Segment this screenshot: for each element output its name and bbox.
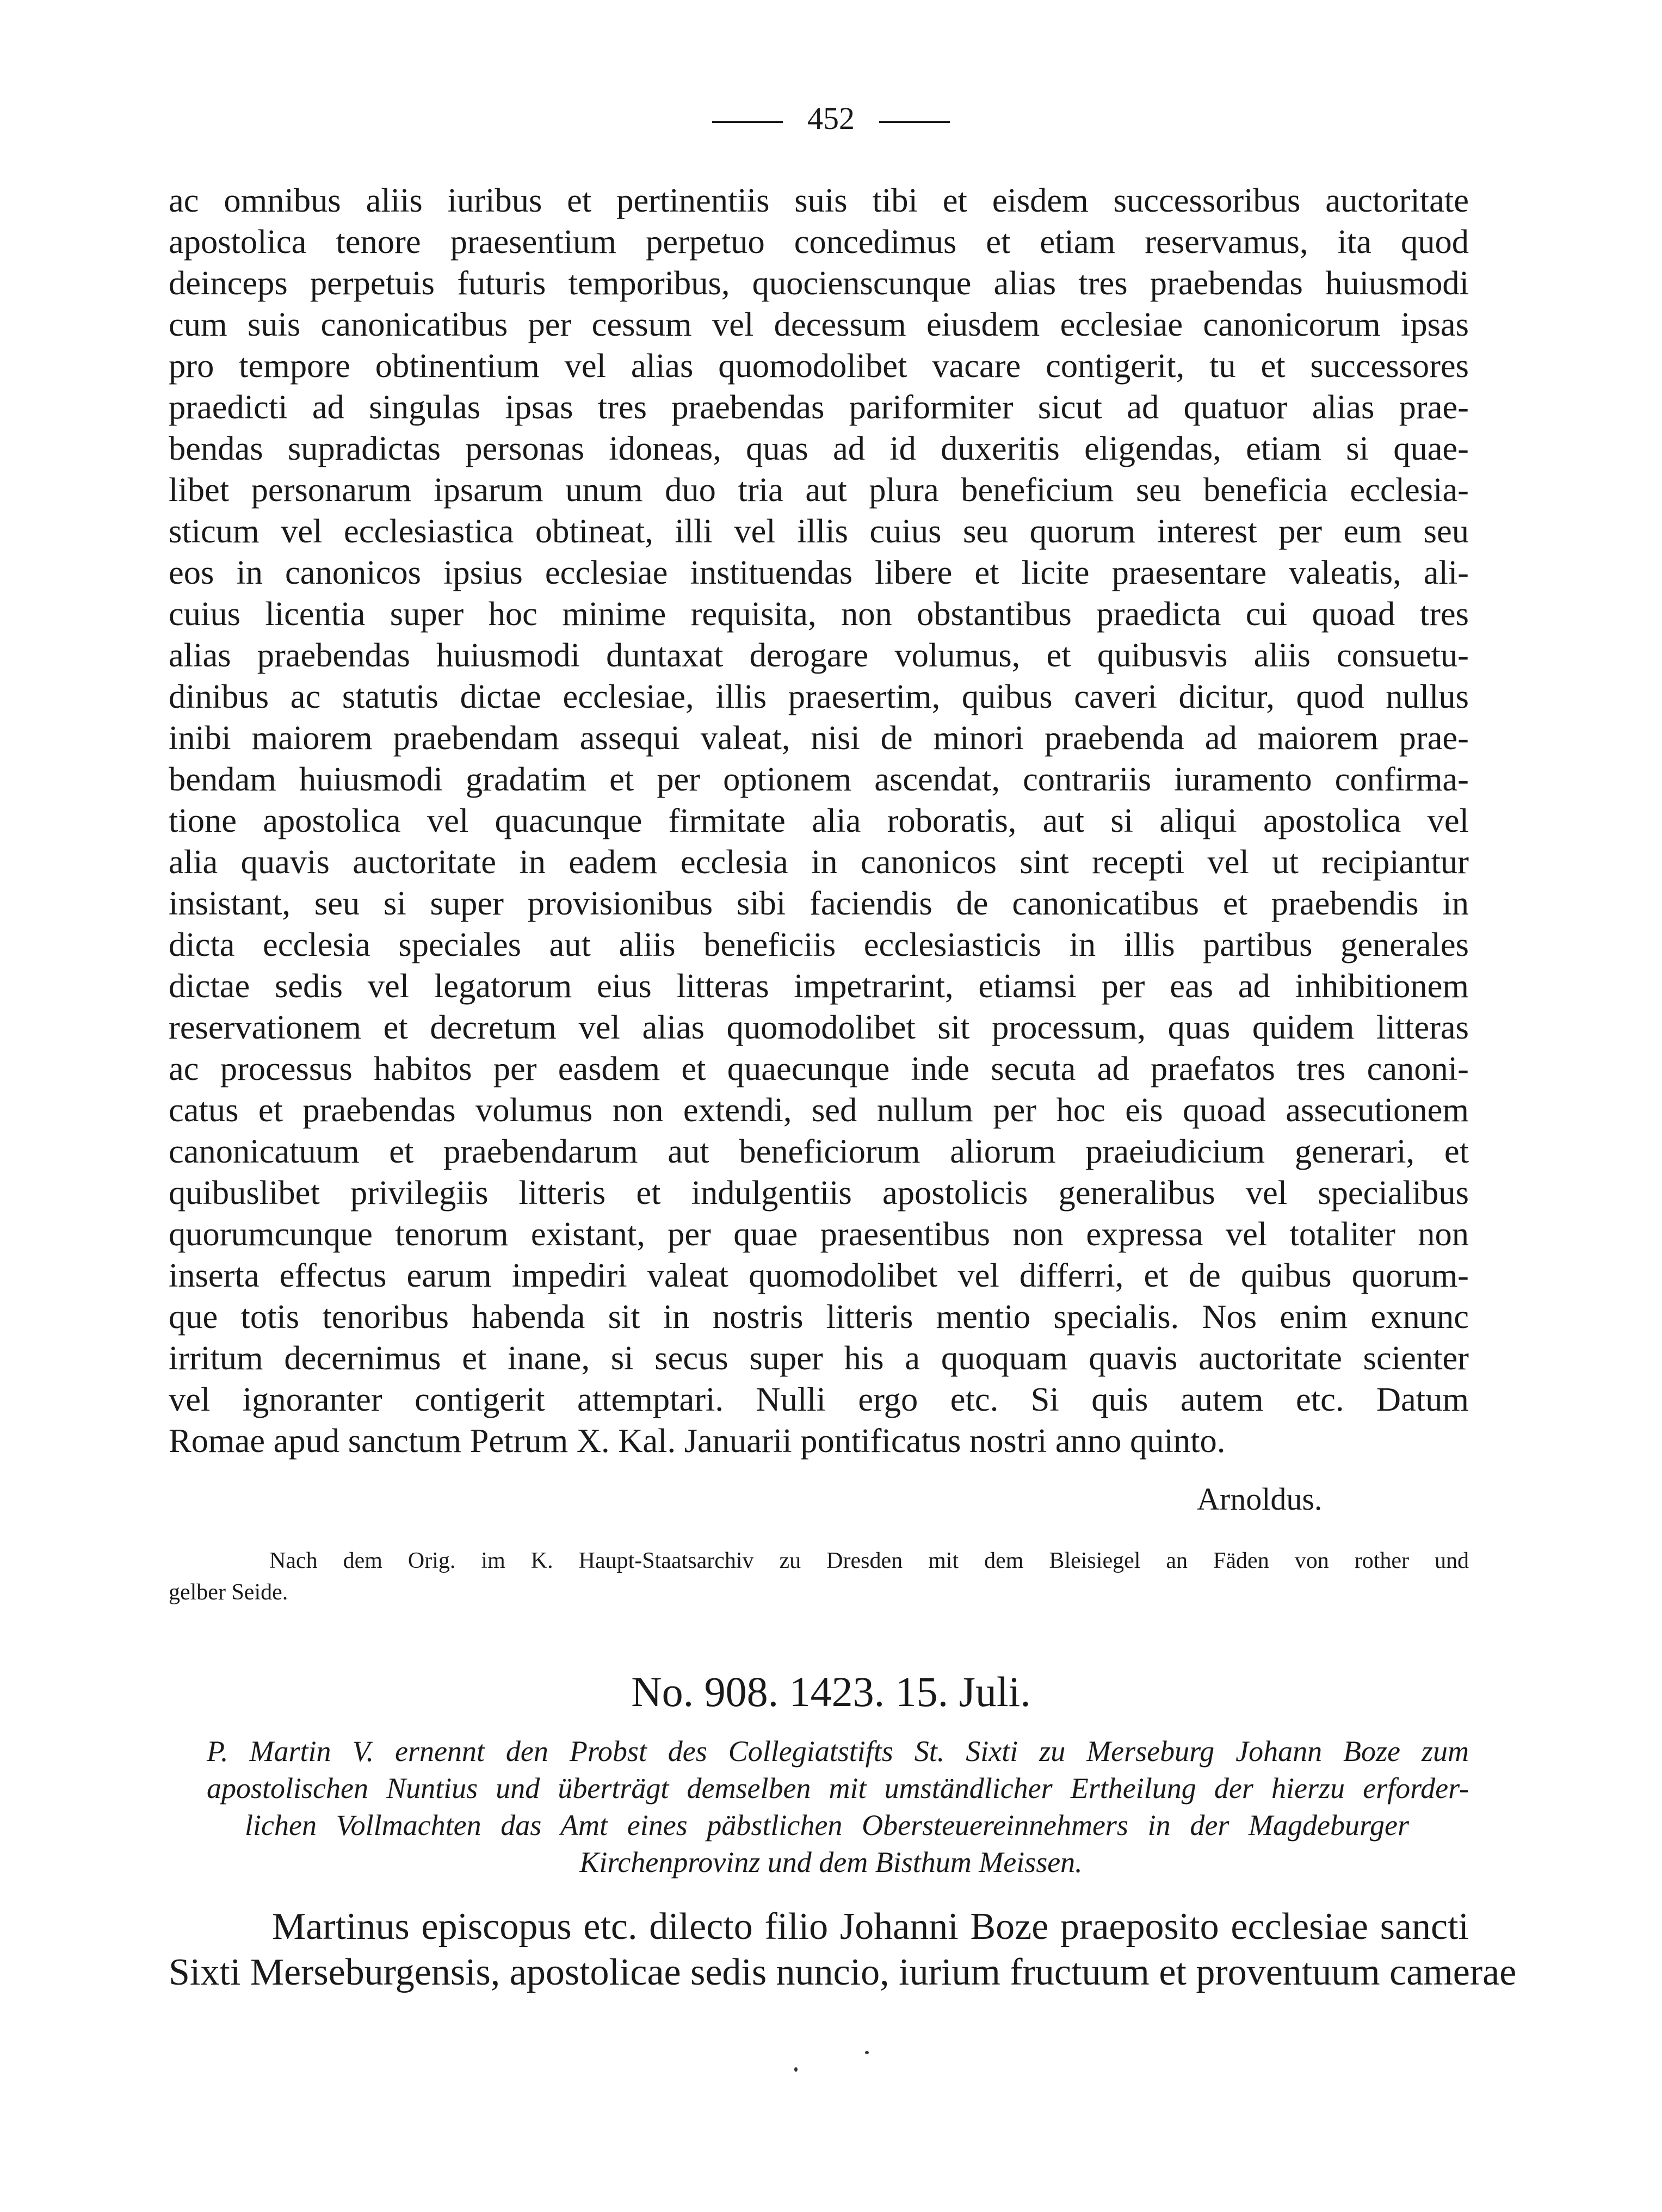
text-line: inserta effectus earum impediri valeat quomodolibet vel differri, et de quibus quorum- <box>169 1256 1469 1294</box>
text-line: Romae apud sanctum Petrum X. Kal. Januarii pontificatus nostri anno quinto. <box>169 1422 1226 1460</box>
text-line: quibuslibet privilegiis litteris et indulgentiis apostolicis generalibus vel specialibus <box>169 1173 1469 1212</box>
text-line: dictae sedis vel legatorum eius litteras impetrarint, etiamsi per eas ad inhibitionem <box>169 967 1469 1005</box>
regest-line: apostolischen Nuntius und überträgt demselben mit umständlicher Ertheilung der hierzu erforder- <box>207 1772 1469 1805</box>
text-line: tione apostolica vel quacunque firmitate alia roboratis, aut si aliqui apostolica vel <box>169 801 1469 839</box>
regest-line: Kirchenprovinz und dem Bisthum Meissen. <box>579 1846 1083 1879</box>
text-line: deinceps perpetuis futuris temporibus, quocienscunque alias tres praebendas huiusmodi <box>169 264 1469 302</box>
text-line: apostolica tenore praesentium perpetuo concedimus et etiam reservamus, ita quod <box>169 223 1469 261</box>
text-line: praedicti ad singulas ipsas tres praebendas pariformiter sicut ad quatuor alias prae- <box>169 388 1469 426</box>
text-line: alias praebendas huiusmodi duntaxat derogare volumus, et quibusvis aliis consuetu- <box>169 636 1469 674</box>
ink-speck <box>794 2067 798 2072</box>
text-line: alia quavis auctoritate in eadem ecclesia in canonicos sint recepti vel ut recipiantur <box>169 843 1469 881</box>
regest-line: P. Martin V. ernennt den Probst des Collegiatstifts St. Sixti zu Merseburg Johann Boze zum <box>207 1735 1469 1768</box>
text-line: ac omnibus aliis iuribus et pertinentiis suis tibi et eisdem successoribus auctoritate <box>169 181 1469 219</box>
text-line: pro tempore obtinentium vel alias quomodolibet vacare contigerit, tu et successores <box>169 347 1469 385</box>
ink-speck <box>865 2051 869 2054</box>
source-note-line: gelber Seide. <box>169 1580 288 1605</box>
text-line: cum suis canonicatibus per cessum vel decessum eiusdem ecclesiae canonicorum ipsas <box>169 305 1469 343</box>
text-line: catus et praebendas volumus non extendi, sed nullum per hoc eis quoad assecutionem <box>169 1091 1469 1129</box>
header-rule-left <box>712 121 783 123</box>
document-line: Sixti Merseburgensis, apostolicae sedis nuncio, iurium fructuum et proventuum camerae <box>169 1951 1517 1993</box>
text-line: bendas supradictas personas idoneas, quas ad id duxeritis eligendas, etiam si quae- <box>169 429 1469 467</box>
text-line: inibi maiorem praebendam assequi valeat, nisi de minori praebenda ad maiorem prae- <box>169 719 1469 757</box>
text-line: quorumcunque tenorum existant, per quae praesentibus non expressa vel totaliter non <box>169 1215 1469 1253</box>
text-line: insistant, seu si super provisionibus sibi faciendis de canonicatibus et praebendis in <box>169 884 1469 922</box>
page-number: 452 <box>807 101 855 136</box>
scribe-signature: Arnoldus. <box>1197 1481 1323 1517</box>
text-line: reservationem et decretum vel alias quomodolibet sit processum, quas quidem litteras <box>169 1008 1469 1046</box>
header-rule-right <box>879 121 950 123</box>
text-line: bendam huiusmodi gradatim et per optionem ascendat, contrariis iuramento confirma- <box>169 760 1469 798</box>
text-line: dinibus ac statutis dictae ecclesiae, illis praesertim, quibus caveri dicitur, quod nullus <box>169 677 1469 715</box>
source-note-line: Nach dem Orig. im K. Haupt-Staatsarchiv zu Dresden mit dem Bleisiegel an Fäden von rother und <box>269 1548 1469 1573</box>
text-line: sticum vel ecclesiastica obtineat, illi vel illis cuius seu quorum interest per eum seu <box>169 512 1469 550</box>
document-line: Martinus episcopus etc. dilecto filio Johanni Boze praeposito ecclesiae sancti <box>272 1906 1469 1948</box>
text-line: ac processus habitos per easdem et quaecunque inde secuta ad praefatos tres canoni- <box>169 1049 1469 1088</box>
text-line: eos in canonicos ipsius ecclesiae instituendas libere et licite praesentare valeatis, ali- <box>169 553 1469 591</box>
text-line: irritum decernimus et inane, si secus super his a quoquam quavis auctoritate scienter <box>169 1339 1469 1377</box>
text-line: cuius licentia super hoc minime requisita, non obstantibus praedicta cui quoad tres <box>169 595 1469 633</box>
text-line: canonicatuum et praebendarum aut beneficiorum aliorum praeiudicium generari, et <box>169 1132 1469 1170</box>
regest-line: lichen Vollmachten das Amt eines päbstlichen Obersteuereinnehmers in der Magdeburger <box>245 1809 1409 1842</box>
document-heading: No. 908. 1423. 15. Juli. <box>631 1668 1031 1715</box>
text-line: libet personarum ipsarum unum duo tria aut plura beneficium seu beneficia ecclesia- <box>169 471 1469 509</box>
text-line: que totis tenoribus habenda sit in nostris litteris mentio specialis. Nos enim exnunc <box>169 1297 1469 1336</box>
page-number-header <box>0 97 1662 140</box>
text-line: vel ignoranter contigerit attemptari. Nulli ergo etc. Si quis autem etc. Datum <box>169 1380 1469 1418</box>
text-line: dicta ecclesia speciales aut aliis beneficiis ecclesiasticis in illis partibus generales <box>169 925 1469 963</box>
